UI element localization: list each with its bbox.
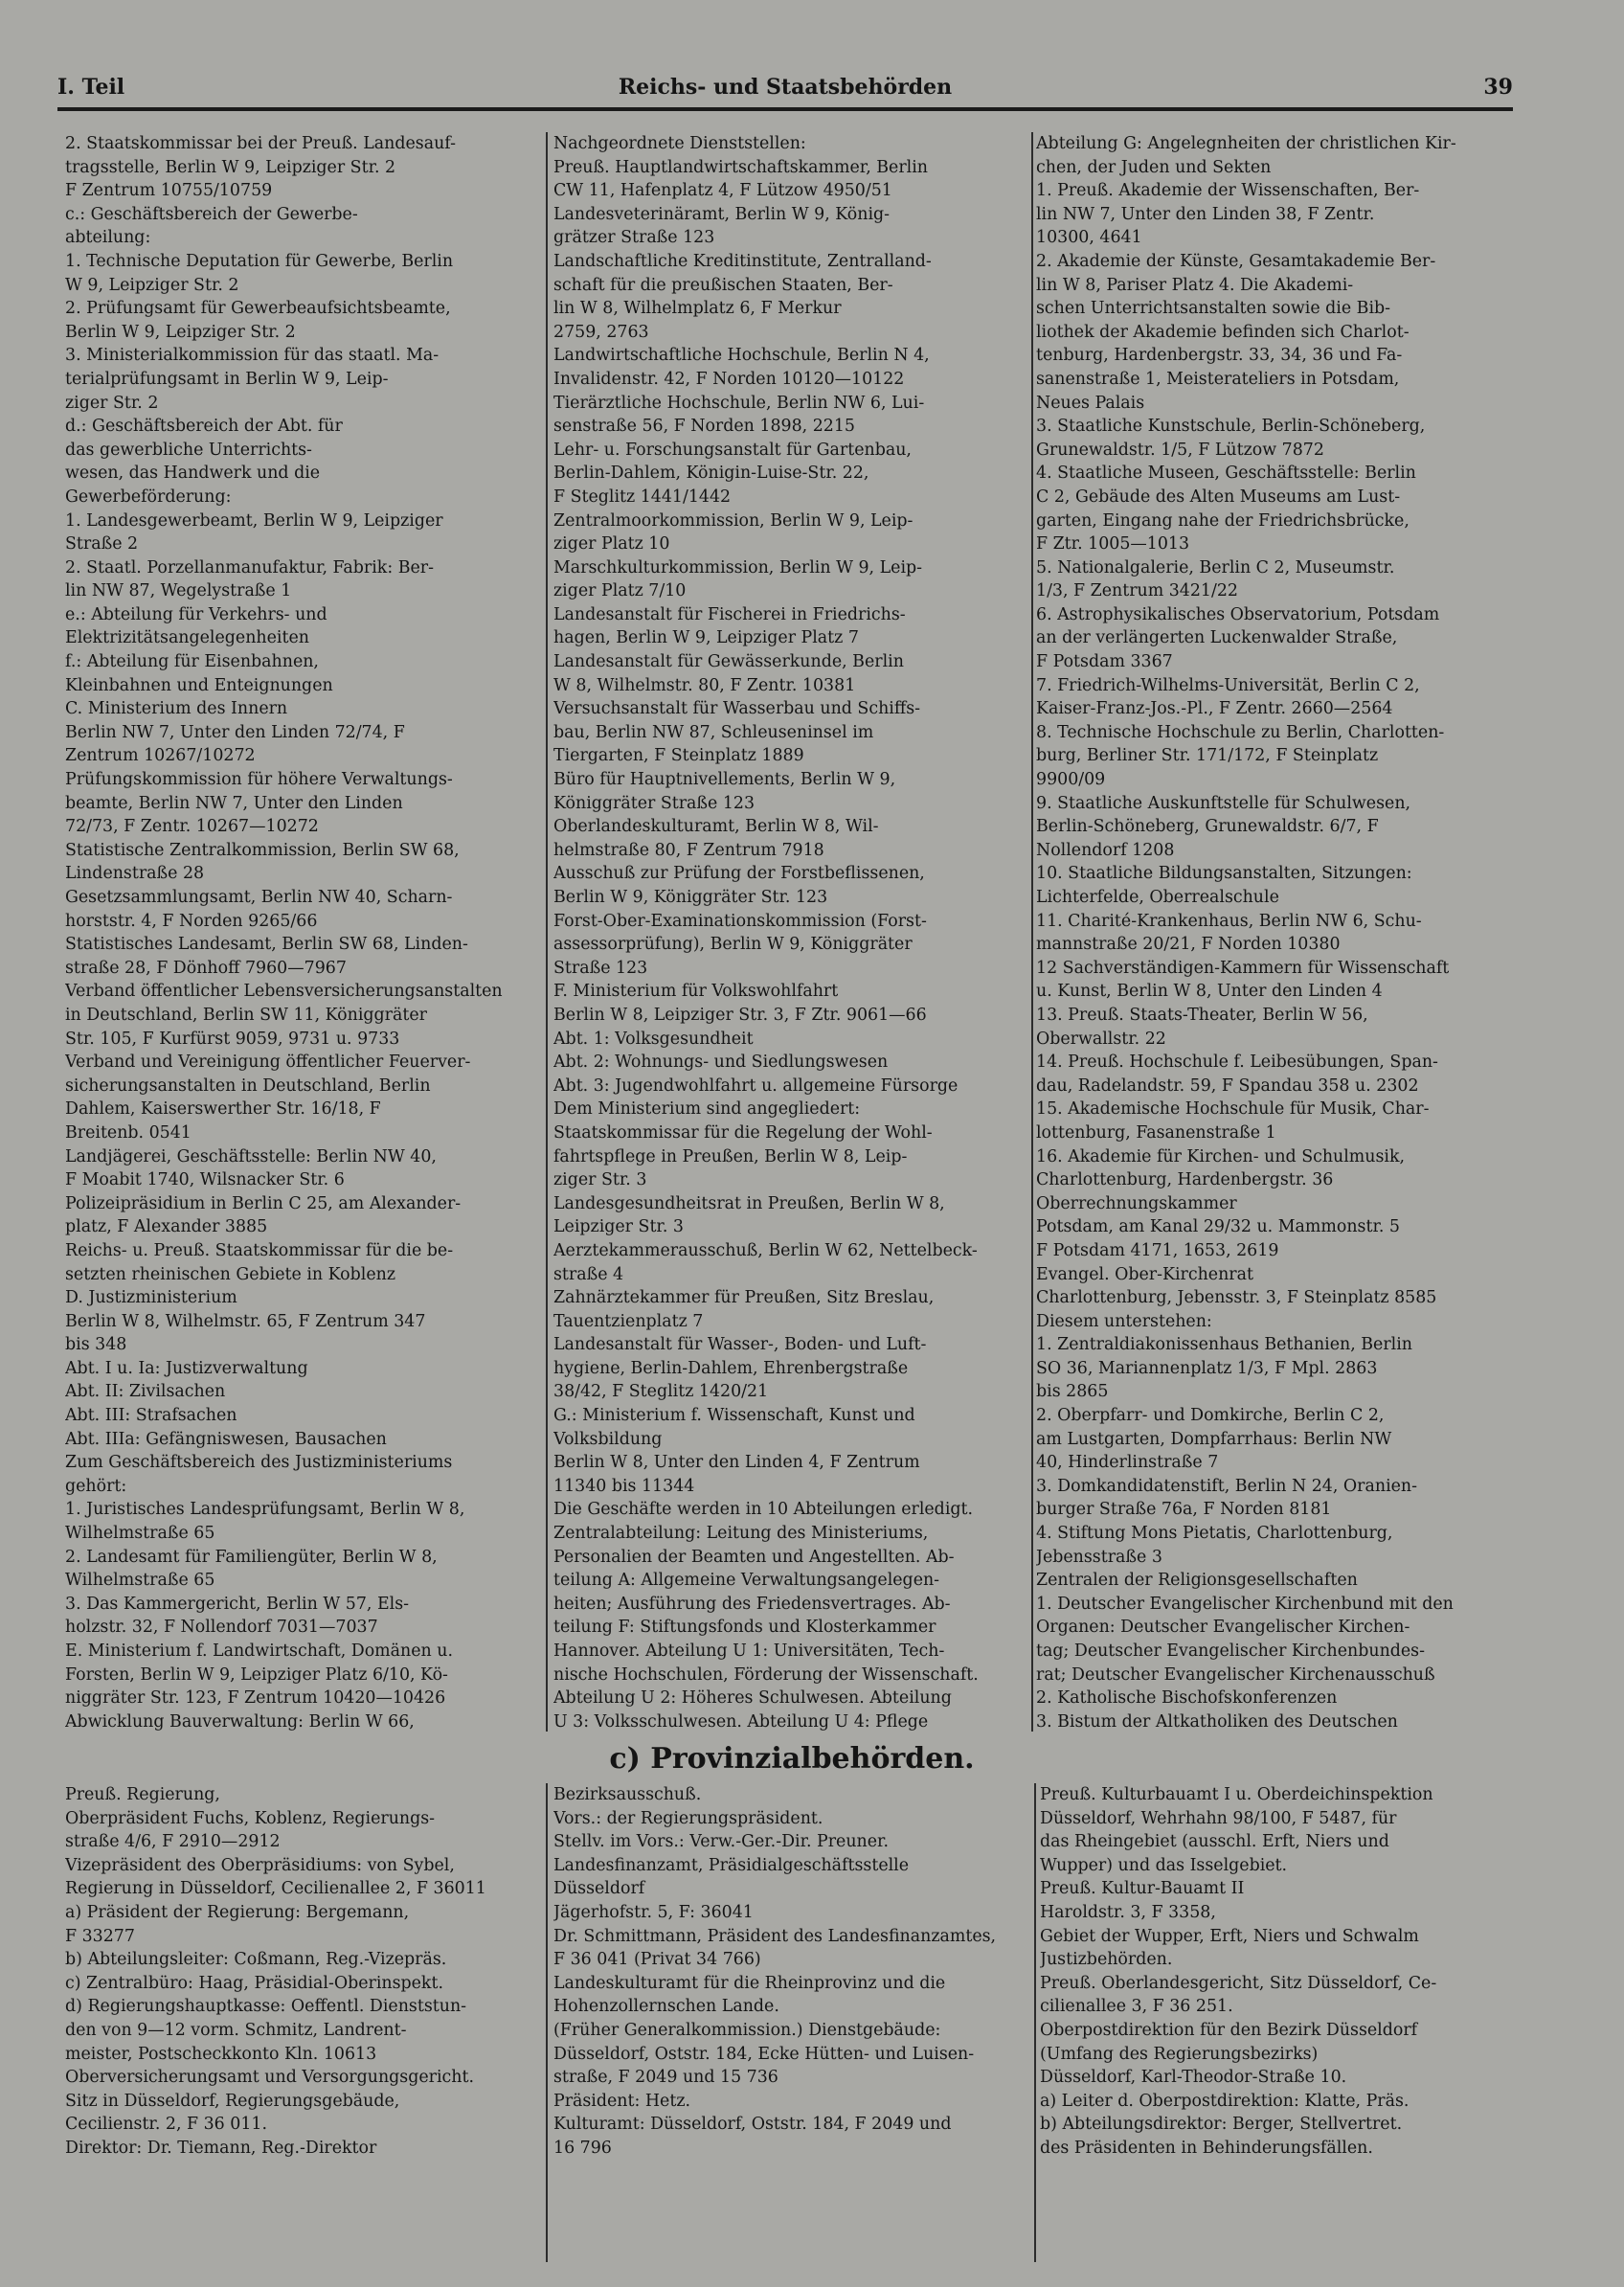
text-line: Wilhelmstraße 65 — [65, 1571, 215, 1591]
text-line: in Deutschland, Berlin SW 11, Königgräter — [65, 1005, 427, 1025]
text-line: Kleinbahnen und Enteignungen — [65, 675, 333, 695]
text-line: Stellv. im Vors.: Verw.-Ger.-Dir. Preuner. — [553, 1832, 889, 1852]
text-line: Regierung in Düsseldorf, Cecilienallee 2, F 36011 — [65, 1879, 486, 1899]
text-line: Oberversicherungsamt und Versorgungsgericht. — [65, 2068, 474, 2088]
text-line: bis 2865 — [1036, 1382, 1109, 1402]
text-line: 1. Preuß. Akademie der Wissenschaften, Ber- — [1036, 181, 1420, 201]
text-line: Berlin NW 7, Unter den Linden 72/74, F — [65, 722, 405, 742]
text-line: Hohenzollernschen Lande. — [553, 1997, 779, 2017]
text-line: 3. Ministerialkommission für das staatl. Ma- — [65, 346, 440, 366]
text-line: Invalidenstr. 42, F Norden 10120—10122 — [553, 369, 905, 389]
text-line: Prüfungskommission für höhere Verwaltungs- — [65, 770, 453, 790]
text-line: Düsseldorf, Karl-Theodor-Straße 10. — [1040, 2068, 1347, 2088]
text-line: C. Ministerium des Innern — [65, 699, 288, 719]
text-line: Zentralabteilung: Leitung des Ministeriums, — [553, 1524, 929, 1544]
text-line: Ausschuß zur Prüfung der Forstbeflissenen, — [553, 864, 925, 884]
text-line: lottenburg, Fasanenstraße 1 — [1036, 1122, 1276, 1143]
text-line: Charlottenburg, Hardenbergstr. 36 — [1036, 1170, 1334, 1190]
text-line: Berlin W 9, Leipziger Str. 2 — [65, 322, 296, 342]
text-line: Dem Ministerium sind angegliedert: — [553, 1099, 861, 1120]
text-line: Statistische Zentralkommission, Berlin SW 68, — [65, 840, 460, 860]
text-line: Elektrizitätsangelegenheiten — [65, 628, 309, 648]
text-line: ziger Platz 7/10 — [553, 581, 687, 601]
text-line: dau, Radelandstr. 59, F Spandau 358 u. 2302 — [1036, 1076, 1419, 1096]
text-line: Kulturamt: Düsseldorf, Oststr. 184, F 2049 und — [553, 2115, 952, 2135]
text-line: f.: Abteilung für Eisenbahnen, — [65, 652, 319, 672]
text-line: Tauentzienplatz 7 — [553, 1311, 704, 1331]
text-line: mannstraße 20/21, F Norden 10380 — [1036, 935, 1341, 955]
text-line: 1. Deutscher Evangelischer Kirchenbund mit den — [1036, 1594, 1454, 1614]
text-line: Landesanstalt für Wasser-, Boden- und Luft- — [553, 1335, 927, 1355]
text-line: Justizbehörden. — [1040, 1950, 1173, 1970]
text-line: Jebensstraße 3 — [1036, 1547, 1162, 1567]
text-line: c) Zentralbüro: Haag, Präsidial-Oberinspekt. — [65, 1973, 443, 1993]
text-line: 4. Stiftung Mons Pietatis, Charlottenburg, — [1036, 1524, 1393, 1544]
text-line: Kaiser-Franz-Jos.-Pl., F Zentr. 2660—2564 — [1036, 699, 1393, 719]
column-divider — [1031, 132, 1033, 1732]
text-line: 2. Landesamt für Familiengüter, Berlin W 8, — [65, 1547, 438, 1567]
text-line: burger Straße 76a, F Norden 8181 — [1036, 1500, 1332, 1520]
text-line: an der verlängerten Luckenwalder Straße, — [1036, 628, 1398, 648]
text-line: Cecilienstr. 2, F 36 011. — [65, 2115, 267, 2135]
text-line: b) Abteilungsdirektor: Berger, Stellvertret. — [1040, 2115, 1403, 2135]
bottom-column-left — [65, 1783, 544, 2260]
text-line: 11. Charité-Krankenhaus, Berlin NW 6, Schu- — [1036, 911, 1422, 931]
text-line: Direktor: Dr. Tiemann, Reg.-Direktor — [65, 2138, 377, 2158]
bottom-column-right — [1040, 1783, 1519, 2260]
text-line: Breitenb. 0541 — [65, 1122, 192, 1143]
text-line: Tierärztliche Hochschule, Berlin NW 6, Lui- — [553, 393, 925, 413]
text-line: 10300, 4641 — [1036, 228, 1142, 248]
text-line: heiten; Ausführung des Friedensvertrages. Ab- — [553, 1594, 951, 1614]
text-line: teilung F: Stiftungsfonds und Klosterkammer — [553, 1618, 936, 1638]
text-line: Versuchsanstalt für Wasserbau und Schiffs- — [553, 699, 921, 719]
column-divider — [546, 132, 548, 1732]
text-line: Tiergarten, F Steinplatz 1889 — [553, 746, 804, 766]
text-line: Berlin-Schöneberg, Grunewaldstr. 6/7, F — [1036, 817, 1379, 837]
text-line: liothek der Akademie befinden sich Charlot- — [1036, 322, 1410, 342]
text-line: Oberlandeskulturamt, Berlin W 8, Wil- — [553, 817, 879, 837]
text-line: beamte, Berlin NW 7, Unter den Linden — [65, 793, 403, 813]
text-line: Königgräter Straße 123 — [553, 793, 756, 813]
column-right — [1036, 132, 1513, 1733]
text-line: 2. Staatl. Porzellanmanufaktur, Fabrik: Ber- — [65, 557, 434, 577]
text-line: 3. Bistum der Altkatholiken des Deutschen — [1036, 1711, 1398, 1732]
text-line: Sitz in Düsseldorf, Regierungsgebäude, — [65, 2091, 400, 2111]
text-line: Gewerbeförderung: — [65, 487, 232, 507]
text-line: F 36 041 (Privat 34 766) — [553, 1950, 761, 1970]
text-line: Abt. 2: Wohnungs- und Siedlungswesen — [553, 1053, 889, 1073]
text-line: Landjägerei, Geschäftsstelle: Berlin NW 40, — [65, 1146, 437, 1166]
column-divider — [546, 1783, 548, 2262]
text-line: F Moabit 1740, Wilsnacker Str. 6 — [65, 1170, 345, 1190]
text-line: 8. Technische Hochschule zu Berlin, Charlotten- — [1036, 722, 1445, 742]
text-line: SO 36, Mariannenplatz 1/3, F Mpl. 2863 — [1036, 1358, 1378, 1378]
text-line: Forsten, Berlin W 9, Leipziger Platz 6/10, Kö- — [65, 1664, 448, 1685]
text-line: Jägerhofstr. 5, F: 36041 — [553, 1902, 754, 1922]
text-line: Preuß. Kulturbauamt I u. Oberdeichinspektion — [1040, 1785, 1433, 1804]
text-line: Landesanstalt für Fischerei in Friedrichs- — [553, 604, 906, 624]
text-line: Personalien der Beamten und Angestellten. Ab- — [553, 1547, 955, 1567]
text-line: teilung A: Allgemeine Verwaltungsangelegen- — [553, 1571, 940, 1591]
text-line: bau, Berlin NW 87, Schleuseninsel im — [553, 722, 874, 742]
text-line: Volksbildung — [553, 1429, 663, 1449]
text-line: Abt. 3: Jugendwohlfahrt u. allgemeine Fürsorge — [553, 1076, 959, 1096]
text-line: 7. Friedrich-Wilhelms-Universität, Berlin C 2, — [1036, 675, 1420, 695]
text-line: Statistisches Landesamt, Berlin SW 68, Linden- — [65, 935, 468, 955]
text-line: ziger Str. 2 — [65, 393, 159, 413]
text-line: Landschaftliche Kreditinstitute, Zentralland- — [553, 251, 932, 271]
text-line: Forst-Ober-Examinationskommission (Forst- — [553, 911, 927, 931]
text-line: helmstraße 80, F Zentrum 7918 — [553, 840, 824, 860]
text-line: Grunewaldstr. 1/5, F Lützow 7872 — [1036, 440, 1324, 460]
text-line: Dahlem, Kaiserswerther Str. 16/18, F — [65, 1099, 381, 1120]
text-line: 16. Akademie für Kirchen- und Schulmusik, — [1036, 1146, 1406, 1166]
text-line: 1. Landesgewerbeamt, Berlin W 9, Leipziger — [65, 510, 443, 531]
text-line: 10. Staatliche Bildungsanstalten, Sitzungen: — [1036, 864, 1412, 884]
text-line: grätzer Straße 123 — [553, 228, 715, 248]
text-line: am Lustgarten, Dompfarrhaus: Berlin NW — [1036, 1429, 1392, 1449]
text-line: Vors.: der Regierungspräsident. — [553, 1808, 823, 1828]
text-line: meister, Postscheckkonto Kln. 10613 — [65, 2044, 377, 2064]
text-line: 6. Astrophysikalisches Observatorium, Potsdam — [1036, 604, 1440, 624]
text-line: Preuß. Regierung, — [65, 1785, 220, 1804]
text-line: Evangel. Ober-Kirchenrat — [1036, 1264, 1253, 1284]
text-line: W 9, Leipziger Str. 2 — [65, 275, 239, 295]
text-line: Präsident: Hetz. — [553, 2091, 691, 2111]
text-line: 9. Staatliche Auskunftstelle für Schulwesen, — [1036, 793, 1411, 813]
text-line: Gebiet der Wupper, Erft, Niers und Schwalm — [1040, 1926, 1419, 1946]
text-line: platz, F Alexander 3885 — [65, 1217, 268, 1237]
text-line: Oberwallstr. 22 — [1036, 1029, 1166, 1049]
text-line: 1. Juristisches Landesprüfungsamt, Berlin W 8, — [65, 1500, 465, 1520]
text-line: 9900/09 — [1036, 770, 1106, 790]
text-line: Gesetzsammlungsamt, Berlin NW 40, Scharn- — [65, 888, 453, 907]
column-left — [65, 132, 532, 1733]
text-line: Bezirksausschuß. — [553, 1785, 702, 1804]
text-line: 5. Nationalgalerie, Berlin C 2, Museumstr. — [1036, 557, 1395, 577]
text-line: D. Justizministerium — [65, 1288, 237, 1308]
text-line: Landeskulturamt für die Rheinprovinz und die — [553, 1973, 946, 1993]
text-line: tenburg, Hardenbergstr. 33, 34, 36 und Fa- — [1036, 346, 1403, 366]
text-line: tragsstelle, Berlin W 9, Leipziger Str. 2 — [65, 157, 396, 177]
running-title: Reichs- und Staatsbehörden — [618, 75, 953, 100]
text-line: niggräter Str. 123, F Zentrum 10420—10426 — [65, 1688, 446, 1709]
text-line: Wilhelmstraße 65 — [65, 1524, 215, 1544]
text-line: 3. Staatliche Kunstschule, Berlin-Schöneberg, — [1036, 417, 1426, 437]
text-line: Berlin W 8, Unter den Linden 4, F Zentrum — [553, 1453, 920, 1473]
text-line: F. Ministerium für Volkswohlfahrt — [553, 982, 839, 1002]
text-line: c.: Geschäftsbereich der Gewerbe- — [65, 204, 358, 224]
text-line: Preuß. Hauptlandwirtschaftskammer, Berlin — [553, 157, 928, 177]
column-divider — [1034, 1783, 1036, 2262]
text-line: straße 28, F Dönhoff 7960—7967 — [65, 958, 347, 978]
text-line: Landesanstalt für Gewässerkunde, Berlin — [553, 652, 904, 672]
text-line: nische Hochschulen, Förderung der Wissenschaft. — [553, 1664, 979, 1685]
text-line: 11340 bis 11344 — [553, 1476, 695, 1496]
text-line: 1. Zentraldiakonissenhaus Bethanien, Berlin — [1036, 1335, 1412, 1355]
text-line: Staatskommissar für die Regelung der Wohl- — [553, 1122, 933, 1143]
text-line: schen Unterrichtsanstalten sowie die Bib- — [1036, 299, 1391, 319]
text-line: Oberrechnungskammer — [1036, 1193, 1237, 1213]
text-line: gehört: — [65, 1476, 127, 1496]
text-line: Polizeipräsidium in Berlin C 25, am Alexander- — [65, 1193, 462, 1213]
text-line: Leipziger Str. 3 — [553, 1217, 684, 1237]
text-line: Berlin W 9, Königgräter Str. 123 — [553, 888, 828, 907]
text-line: sicherungsanstalten in Deutschland, Berlin — [65, 1076, 431, 1096]
text-line: straße 4/6, F 2910—2912 — [65, 1832, 281, 1852]
text-line: straße 4 — [553, 1264, 624, 1284]
text-line: Abt. IIIa: Gefängniswesen, Bausachen — [65, 1429, 387, 1449]
text-line: Abt. I u. Ia: Justizverwaltung — [65, 1358, 308, 1378]
text-line: 12 Sachverständigen-Kammern für Wissenschaft — [1036, 958, 1450, 978]
text-line: das gewerbliche Unterrichts- — [65, 440, 312, 460]
text-line: Abteilung G: Angelegnheiten der christlichen Kir- — [1036, 134, 1456, 153]
text-line: Lichterfelde, Oberrealschule — [1036, 888, 1279, 907]
text-line: Landesfinanzamt, Präsidialgeschäftsstelle — [553, 1855, 910, 1875]
text-line: Organen: Deutscher Evangelischer Kirchen- — [1036, 1618, 1410, 1638]
text-line: des Präsidenten in Behinderungsfällen. — [1040, 2138, 1373, 2158]
text-line: Düsseldorf, Wehrhahn 98/100, F 5487, für — [1040, 1808, 1397, 1828]
text-line: Die Geschäfte werden in 10 Abteilungen erledigt. — [553, 1500, 974, 1520]
text-line: Abwicklung Bauverwaltung: Berlin W 66, — [65, 1711, 415, 1732]
text-line: F Potsdam 4171, 1653, 2619 — [1036, 1240, 1279, 1260]
text-line: lin W 8, Wilhelmplatz 6, F Merkur — [553, 299, 842, 319]
text-line: lin NW 87, Wegelystraße 1 — [65, 581, 292, 601]
text-line: Preuß. Oberlandesgericht, Sitz Düsseldorf, Ce- — [1040, 1973, 1437, 1993]
text-line: Verband und Vereinigung öffentlicher Feuerver- — [65, 1053, 471, 1073]
text-line: setzten rheinischen Gebiete in Koblenz — [65, 1264, 396, 1284]
text-line: Berlin-Dahlem, Königin-Luise-Str. 22, — [553, 464, 869, 484]
text-line: 16 796 — [553, 2138, 612, 2158]
text-line: u. Kunst, Berlin W 8, Unter den Linden 4 — [1036, 982, 1383, 1002]
text-line: Aerztekammerausschuß, Berlin W 62, Nettelbeck- — [553, 1240, 978, 1260]
text-line: rat; Deutscher Evangelischer Kirchenausschuß — [1036, 1664, 1435, 1685]
text-line: 2759, 2763 — [553, 322, 649, 342]
text-line: b) Abteilungsleiter: Coßmann, Reg.-Vizepräs. — [65, 1950, 447, 1970]
text-line: Zentralmoorkommission, Berlin W 9, Leip- — [553, 510, 914, 531]
text-line: sanenstraße 1, Meisterateliers in Potsdam, — [1036, 369, 1400, 389]
text-line: Straße 2 — [65, 534, 139, 555]
text-line: 1. Technische Deputation für Gewerbe, Berlin — [65, 251, 454, 271]
text-line: das Rheingebiet (ausschl. Erft, Niers und — [1040, 1832, 1389, 1852]
text-line: Abt. 1: Volksgesundheit — [553, 1029, 754, 1049]
text-line: den von 9—12 vorm. Schmitz, Landrent- — [65, 2020, 407, 2040]
text-line: E. Ministerium f. Landwirtschaft, Domänen u. — [65, 1642, 453, 1661]
text-line: a) Leiter d. Oberpostdirektion: Klatte, Präs. — [1040, 2091, 1410, 2111]
text-line: Str. 105, F Kurfürst 9059, 9731 u. 9733 — [65, 1029, 400, 1049]
text-line: Büro für Hauptnivellements, Berlin W 9, — [553, 770, 896, 790]
text-line: 72/73, F Zentr. 10267—10272 — [65, 817, 319, 837]
text-line: Verband öffentlicher Lebensversicherungsanstalten — [65, 982, 503, 1002]
text-line: fahrtspflege in Preußen, Berlin W 8, Leip- — [553, 1146, 908, 1166]
text-line: Düsseldorf, Oststr. 184, Ecke Hütten- und Luisen- — [553, 2044, 975, 2064]
text-line: lin W 8, Pariser Platz 4. Die Akademi- — [1036, 275, 1354, 295]
text-line: 2. Oberpfarr- und Domkirche, Berlin C 2, — [1036, 1406, 1385, 1426]
text-line: 13. Preuß. Staats-Theater, Berlin W 56, — [1036, 1005, 1368, 1025]
text-line: Straße 123 — [553, 958, 648, 978]
text-line: Landwirtschaftliche Hochschule, Berlin N 4, — [553, 346, 930, 366]
text-line: C 2, Gebäude des Alten Museums am Lust- — [1036, 487, 1401, 507]
text-line: abteilung: — [65, 228, 151, 248]
text-line: Lindenstraße 28 — [65, 864, 205, 884]
text-line: Berlin W 8, Leipziger Str. 3, F Ztr. 9061—66 — [553, 1005, 927, 1025]
text-line: Haroldstr. 3, F 3358, — [1040, 1902, 1216, 1922]
text-line: (Umfang des Regierungsbezirks) — [1040, 2044, 1319, 2064]
text-line: Nachgeordnete Dienststellen: — [553, 134, 806, 153]
text-line: Düsseldorf — [553, 1879, 645, 1899]
text-line: F 33277 — [65, 1926, 135, 1946]
text-line: terialprüfungsamt in Berlin W 9, Leip- — [65, 369, 389, 389]
text-line: F Potsdam 3367 — [1036, 652, 1173, 672]
text-line: CW 11, Hafenplatz 4, F Lützow 4950/51 — [553, 181, 892, 201]
column-middle — [553, 132, 1026, 1733]
text-line: assessorprüfung), Berlin W 9, Königgräter — [553, 935, 913, 955]
text-line: e.: Abteilung für Verkehrs- und — [65, 604, 327, 624]
text-line: 38/42, F Steglitz 1420/21 — [553, 1382, 769, 1402]
text-line: d) Regierungshauptkasse: Oeffentl. Dienststun- — [65, 1997, 467, 2017]
text-line: ziger Platz 10 — [553, 534, 670, 555]
text-line: d.: Geschäftsbereich der Abt. für — [65, 417, 343, 437]
text-line: U 3: Volksschulwesen. Abteilung U 4: Pflege — [553, 1711, 929, 1732]
page-number: 39 — [1483, 75, 1513, 100]
text-line: lin NW 7, Unter den Linden 38, F Zentr. — [1036, 204, 1375, 224]
text-line: wesen, das Handwerk und die — [65, 464, 321, 484]
text-line: Vizepräsident des Oberpräsidiums: von Sybel, — [65, 1855, 455, 1875]
text-line: Oberpostdirektion für den Bezirk Düsseldorf — [1040, 2020, 1418, 2040]
text-line: garten, Eingang nahe der Friedrichsbrücke, — [1036, 510, 1410, 531]
text-line: Landesveterinäramt, Berlin W 9, König- — [553, 204, 891, 224]
text-line: Oberpräsident Fuchs, Koblenz, Regierungs- — [65, 1808, 436, 1828]
text-line: Diesem unterstehen: — [1036, 1311, 1212, 1331]
text-line: Berlin W 8, Wilhelmstr. 65, F Zentrum 347 — [65, 1311, 426, 1331]
page-header — [57, 75, 1513, 111]
text-line: Abt. III: Strafsachen — [65, 1406, 237, 1426]
text-line: 2. Katholische Bischofskonferenzen — [1036, 1688, 1338, 1709]
text-line: Nollendorf 1208 — [1036, 840, 1175, 860]
text-line: schaft für die preußischen Staaten, Ber- — [553, 275, 893, 295]
text-line: holzstr. 32, F Nollendorf 7031—7037 — [65, 1618, 378, 1638]
text-line: senstraße 56, F Norden 1898, 2215 — [553, 417, 855, 437]
text-line: bis 348 — [65, 1335, 127, 1355]
text-line: Reichs- u. Preuß. Staatskommissar für die be- — [65, 1240, 454, 1260]
text-line: F Steglitz 1441/1442 — [553, 487, 732, 507]
text-line: Marschkulturkommission, Berlin W 9, Leip- — [553, 557, 923, 577]
text-line: Zahnärztekammer für Preußen, Sitz Breslau, — [553, 1288, 935, 1308]
text-line: burg, Berliner Str. 171/172, F Steinplatz — [1036, 746, 1379, 766]
text-line: Lehr- u. Forschungsanstalt für Gartenbau, — [553, 440, 912, 460]
text-line: Wupper) und das Isselgebiet. — [1040, 1855, 1288, 1875]
text-line: 1/3, F Zentrum 3421/22 — [1036, 581, 1238, 601]
text-line: Landesgesundheitsrat in Preußen, Berlin W 8, — [553, 1193, 945, 1213]
text-line: 3. Das Kammergericht, Berlin W 57, Els- — [65, 1594, 409, 1614]
text-line: a) Präsident der Regierung: Bergemann, — [65, 1902, 410, 1922]
text-line: ziger Str. 3 — [553, 1170, 647, 1190]
text-line: Zentralen der Religionsgesellschaften — [1036, 1571, 1358, 1591]
text-line: chen, der Juden und Sekten — [1036, 157, 1272, 177]
text-line: Neues Palais — [1036, 393, 1145, 413]
text-line: Zum Geschäftsbereich des Justizministeriums — [65, 1453, 453, 1473]
text-line: 40, Hinderlinstraße 7 — [1036, 1453, 1219, 1473]
text-line: Abt. II: Zivilsachen — [65, 1382, 226, 1402]
text-line: W 8, Wilhelmstr. 80, F Zentr. 10381 — [553, 675, 856, 695]
text-line: 15. Akademische Hochschule für Musik, Char- — [1036, 1099, 1430, 1120]
text-line: F Zentrum 10755/10759 — [65, 181, 273, 201]
text-line: straße, F 2049 und 15 736 — [553, 2068, 778, 2088]
text-line: 14. Preuß. Hochschule f. Leibesübungen, Span- — [1036, 1053, 1438, 1073]
text-line: tag; Deutscher Evangelischer Kirchenbundes- — [1036, 1642, 1425, 1661]
text-line: 2. Prüfungsamt für Gewerbeaufsichtsbeamte, — [65, 299, 451, 319]
text-line: 2. Staatskommissar bei der Preuß. Landesauf- — [65, 134, 456, 153]
text-line: Dr. Schmittmann, Präsident des Landesfinanzamtes, — [553, 1926, 997, 1946]
text-line: (Früher Generalkommission.) Dienstgebäude: — [553, 2020, 941, 2040]
text-line: Preuß. Kultur-Bauamt II — [1040, 1879, 1245, 1899]
text-line: F Ztr. 1005—1013 — [1036, 534, 1190, 555]
text-line: 2. Akademie der Künste, Gesamtakademie Ber- — [1036, 251, 1436, 271]
text-line: Abteilung U 2: Höheres Schulwesen. Abteilung — [553, 1688, 952, 1709]
text-line: horststr. 4, F Norden 9265/66 — [65, 911, 318, 931]
text-line: Zentrum 10267/10272 — [65, 746, 256, 766]
text-line: hygiene, Berlin-Dahlem, Ehrenbergstraße — [553, 1358, 909, 1378]
text-line: Potsdam, am Kanal 29/32 u. Mammonstr. 5 — [1036, 1217, 1400, 1237]
text-line: 3. Domkandidatenstift, Berlin N 24, Oranien- — [1036, 1476, 1417, 1496]
part-label: I. Teil — [57, 75, 125, 100]
section-title: c) Provinzialbehörden. — [609, 1742, 975, 1776]
bottom-column-middle — [553, 1783, 1030, 2260]
text-line: Hannover. Abteilung U 1: Universitäten, Tech- — [553, 1642, 945, 1661]
text-line: 4. Staatliche Museen, Geschäftsstelle: Berlin — [1036, 464, 1416, 484]
text-line: Charlottenburg, Jebensstr. 3, F Steinplatz 8585 — [1036, 1288, 1437, 1308]
text-line: hagen, Berlin W 9, Leipziger Platz 7 — [553, 628, 859, 648]
text-line: cilienallee 3, F 36 251. — [1040, 1997, 1233, 2017]
text-line: G.: Ministerium f. Wissenschaft, Kunst und — [553, 1406, 915, 1426]
